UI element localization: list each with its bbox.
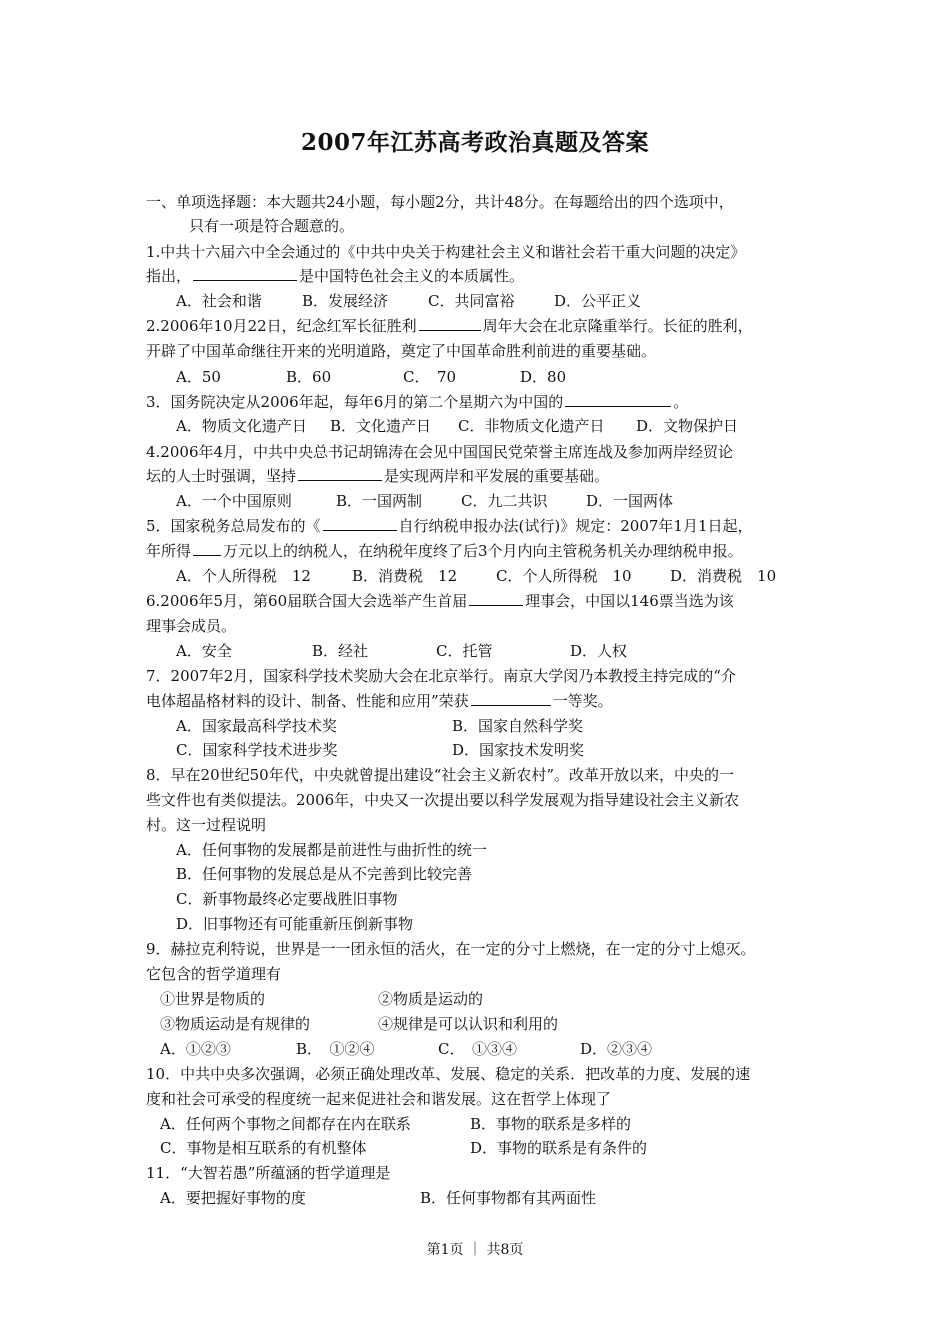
- option-b: B． ①②④: [296, 1040, 375, 1058]
- option-b: B．任何事物都有其两面性: [420, 1189, 597, 1207]
- answer-blank: [193, 264, 297, 281]
- document-title: 2007年江苏高考政治真题及答案: [300, 129, 649, 156]
- option-d: D．一国两体: [586, 492, 674, 510]
- option-b: B．消费税 12: [352, 567, 458, 585]
- answer-blank: [471, 689, 551, 706]
- statement-3: ③物质运动是有规律的: [160, 1015, 311, 1033]
- option-d: D．人权: [570, 642, 628, 660]
- option-d: D．②③④: [580, 1040, 653, 1058]
- question-3-text: 3．国务院决定从2006年起，每年6月的第二个星期六为中国的 。: [146, 390, 688, 414]
- statement-1: ①世界是物质的: [160, 990, 266, 1008]
- question-3-options: [0, 414, 950, 438]
- question-9-options: [0, 1037, 950, 1061]
- question-9-statements-row-2: [0, 1012, 950, 1036]
- question-9-statements-row-1: [0, 987, 950, 1011]
- option-a: A．50: [176, 368, 221, 386]
- option-c: C．非物质文化遗产日: [458, 417, 605, 435]
- option-b: B．事物的联系是多样的: [470, 1115, 632, 1133]
- question-10-text-2: 度和社会可承受的程度统一起来促进社会和谐发展。这在哲学上体现了: [146, 1090, 612, 1108]
- option-b: B．发展经济: [302, 292, 389, 310]
- question-6-options: [0, 639, 950, 663]
- question-7-options-row-1: [0, 714, 950, 738]
- question-2-options: [0, 365, 950, 389]
- option-c: C．托管: [436, 642, 493, 660]
- answer-blank: [565, 390, 671, 407]
- option-b: B．任何事物的发展总是从不完善到比较完善: [176, 865, 473, 883]
- option-c: C．新事物最终必定要战胜旧事物: [176, 890, 398, 908]
- option-c: C．国家科学技术进步奖: [176, 741, 338, 759]
- question-1-text-2: 指出， 是中国特色社会主义的本质属性。: [146, 264, 524, 288]
- question-1-text: 1.中共十六届六中全会通过的《中共中央关于构建社会主义和谐社会若干重大问题的决定》: [146, 243, 746, 261]
- question-8-text: 8．早在20世纪50年代，中央就曾提出建设“社会主义新农村”。改革开放以来，中央的一: [146, 766, 735, 784]
- option-a: A．任何事物的发展都是前进性与曲折性的统一: [176, 841, 487, 859]
- question-2-text: 2.2006年10月22日，纪念红军长征胜利 周年大会在北京隆重举行。长征的胜利，: [146, 314, 753, 338]
- option-c: C．共同富裕: [428, 292, 515, 310]
- question-4-text: 4.2006年4月，中共中央总书记胡锦涛在会见中国国民党荣誉主席连战及参加两岸经贸论: [146, 443, 734, 461]
- option-c: C．事物是相互联系的有机整体: [160, 1139, 367, 1157]
- statement-2: ②物质是运动的: [378, 990, 484, 1008]
- question-4-options: [0, 489, 950, 513]
- section-heading-cont: 只有一项是符合题意的。: [189, 217, 355, 235]
- question-2-text-2: 开辟了中国革命继往开来的光明道路，奠定了中国革命胜利前进的重要基础。: [146, 342, 657, 360]
- option-a: A．任何两个事物之间都存在内在联系: [160, 1115, 411, 1133]
- question-5-text: 5．国家税务总局发布的《 自行纳税申报办法(试行)》规定：2007年1月1日起，: [146, 514, 753, 538]
- option-a: A．①②③: [160, 1040, 231, 1058]
- question-7-text-2: 电体超晶格材料的设计、制备、性能和应用”荣获 一等奖。: [146, 689, 613, 713]
- statement-4: ④规律是可以认识和利用的: [378, 1015, 559, 1033]
- question-7-text: 7．2007年2月，国家科学技术奖励大会在北京举行。南京大学闵乃本教授主持完成的“介: [146, 667, 736, 685]
- option-c: C． 70: [403, 368, 457, 386]
- option-c: C．个人所得税 10: [496, 567, 632, 585]
- option-b: B．文化遗产日: [330, 417, 432, 435]
- option-d: D．80: [520, 368, 567, 386]
- answer-blank: [469, 589, 523, 606]
- question-10-options-row-1: [0, 1112, 950, 1136]
- answer-blank: [193, 539, 221, 556]
- section-heading: 一、单项选择题：本大题共24小题，每小题2分，共计48分。在每题给出的四个选项中，: [146, 193, 734, 211]
- question-6-text-2: 理事会成员。: [146, 617, 237, 635]
- question-8-text-2: 些文件也有类似提法。2006年，中央又一次提出要以科学发展观为指导建设社会主义新农: [146, 791, 740, 809]
- option-b: B．一国两制: [336, 492, 423, 510]
- answer-blank: [323, 514, 397, 531]
- question-10-text: 10．中共中央多次强调，必须正确处理改革、发展、稳定的关系．把改革的力度、发展的速: [146, 1065, 751, 1083]
- option-b: B．经社: [312, 642, 369, 660]
- option-d: D．消费税 10: [670, 567, 777, 585]
- option-a: A．社会和谐: [176, 292, 262, 310]
- option-a: A．要把握好事物的度: [160, 1189, 306, 1207]
- option-d: D．公平正义: [554, 292, 642, 310]
- option-a: A．物质文化遗产日: [176, 417, 307, 435]
- option-d: D．文物保护日: [636, 417, 739, 435]
- answer-blank: [419, 314, 481, 331]
- option-d: D．事物的联系是有条件的: [470, 1139, 648, 1157]
- question-8-text-3: 村。这一过程说明: [146, 816, 267, 834]
- option-a: A．一个中国原则: [176, 492, 292, 510]
- option-a: A．个人所得税 12: [176, 567, 311, 585]
- page-footer: 第1页 ｜ 共8页: [426, 1242, 524, 1258]
- option-c: C．九二共识: [461, 492, 548, 510]
- question-4-text-2: 坛的人士时强调，坚持 是实现两岸和平发展的重要基础。: [146, 464, 609, 488]
- option-d: D．国家技术发明奖: [452, 741, 585, 759]
- question-6-text: 6.2006年5月，第60届联合国大会选举产生首届 理事会，中国以146票当选为该: [146, 589, 734, 613]
- question-9-text-2: 它包含的哲学道理有: [146, 965, 282, 983]
- question-5-options: [0, 564, 950, 588]
- option-b: B．国家自然科学奖: [452, 717, 584, 735]
- question-11-options: [0, 1186, 950, 1210]
- answer-blank: [298, 464, 382, 481]
- question-11-text: 11．“大智若愚”所蕴涵的哲学道理是: [146, 1164, 391, 1182]
- question-10-options-row-2: [0, 1136, 950, 1160]
- option-c: C． ①③④: [438, 1040, 517, 1058]
- option-a: A．国家最高科学技术奖: [176, 717, 337, 735]
- option-b: B．60: [286, 368, 332, 386]
- question-5-text-2: 年所得 万元以上的纳税人，在纳税年度终了后3个月内向主管税务机关办理纳税申报。: [146, 539, 743, 563]
- question-9-text: 9．赫拉克利特说，世界是一一团永恒的活火，在一定的分寸上燃烧，在一定的分寸上熄灭。: [146, 940, 756, 958]
- question-1-options: [0, 289, 950, 313]
- option-a: A．安全: [176, 642, 232, 660]
- option-d: D．旧事物还有可能重新压倒新事物: [176, 915, 414, 933]
- question-7-options-row-2: [0, 738, 950, 762]
